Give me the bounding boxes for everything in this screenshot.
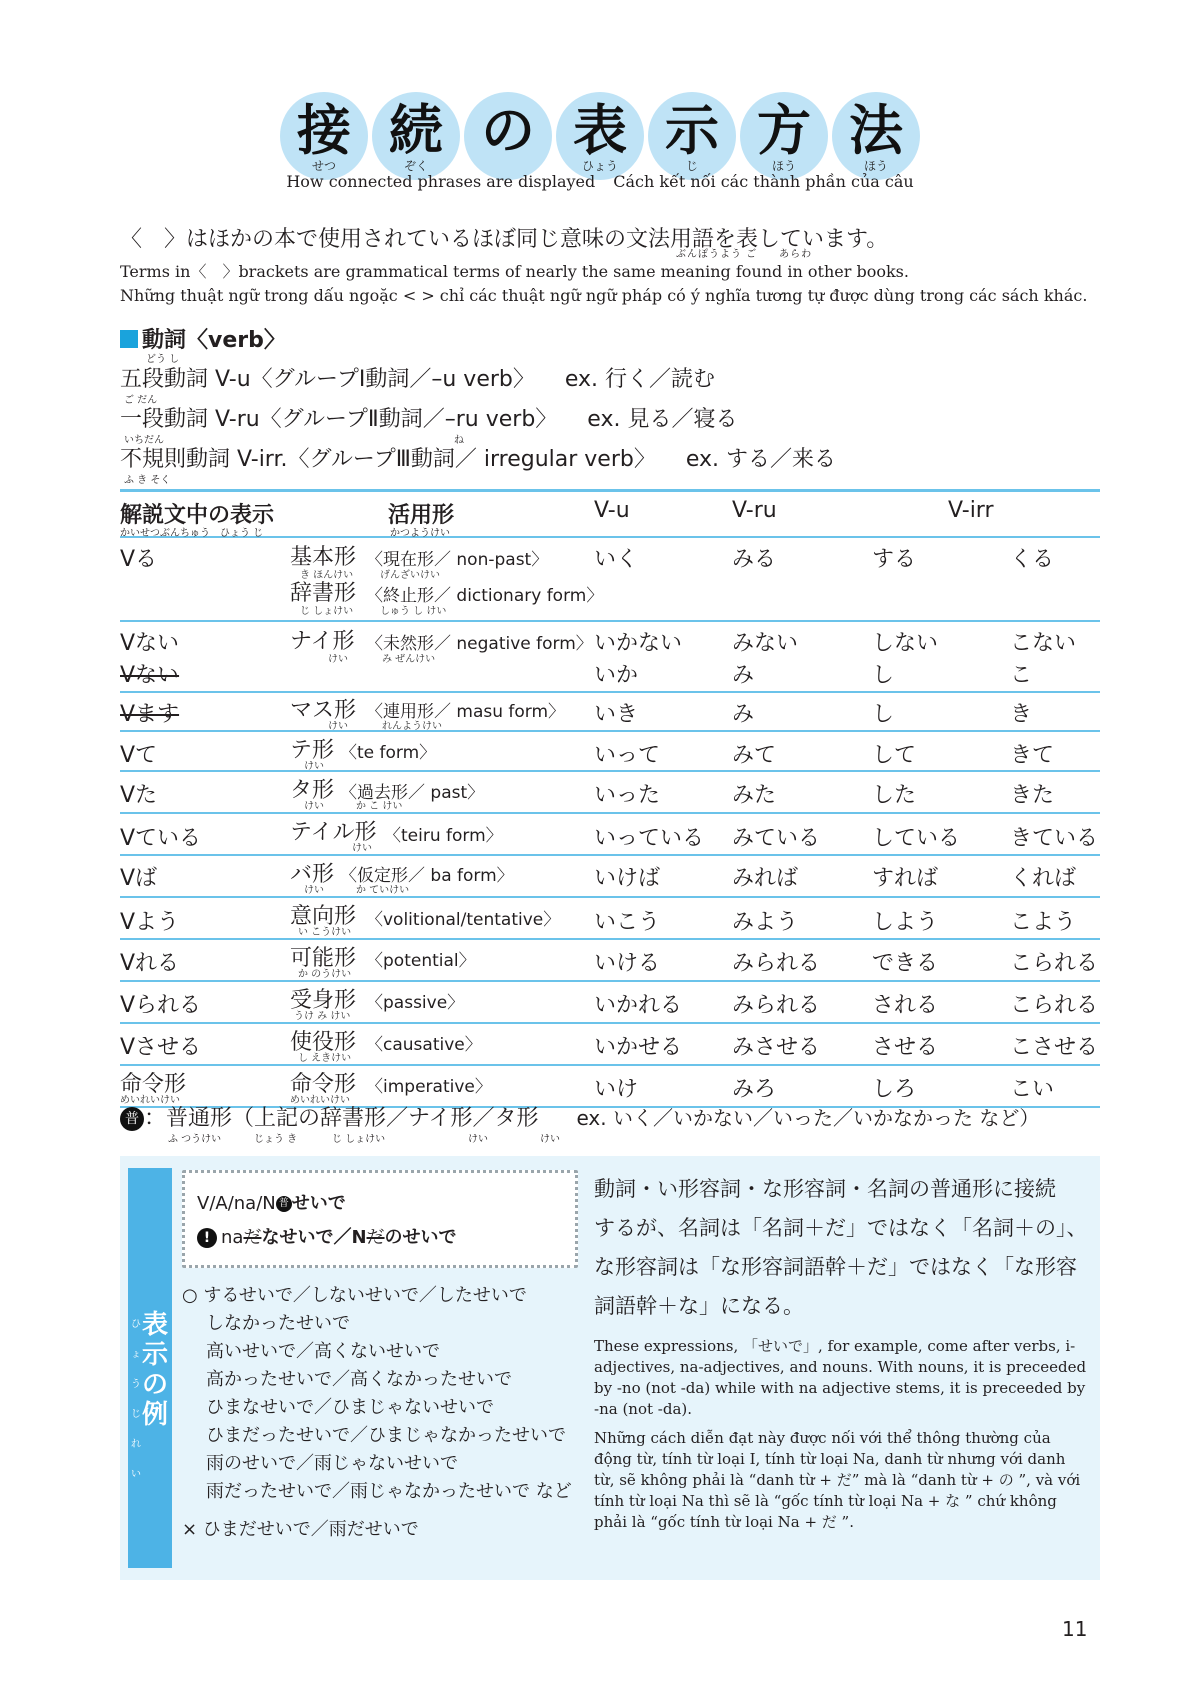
form-name: 基本形 <box>290 545 357 570</box>
table-row <box>120 772 1100 814</box>
row-label: Vれる <box>120 951 180 976</box>
side-label-text <box>142 1310 168 1430</box>
vru-value: みよう <box>732 910 799 935</box>
futsu-badge-icon: 普 <box>120 1107 144 1131</box>
suru-value: すれば <box>872 866 939 891</box>
table-row <box>120 940 1100 982</box>
note-ruby: か こ けい <box>356 801 403 812</box>
row-label-ruby: めいれいけい <box>120 1095 180 1106</box>
vru-value: みて <box>732 743 777 768</box>
verb-group-ruby: ご だん <box>124 395 158 406</box>
row-label: 命令形 <box>120 1072 187 1097</box>
example-box <box>120 1156 1100 1580</box>
vu-value: いけ <box>594 1077 639 1102</box>
kuru-value: き <box>1010 702 1033 727</box>
vu-value: いかれる <box>594 993 683 1018</box>
table-row <box>120 693 1100 732</box>
vu-value: いっている <box>594 826 705 851</box>
suru-value: される <box>872 993 939 1018</box>
note-ruby: み ぜんけい <box>382 654 436 665</box>
form-ruby: き ほんけい <box>300 570 354 581</box>
verb-group-ruby: ふ き そく <box>124 475 171 486</box>
vru-stem: み <box>732 663 755 688</box>
square-bullet-icon <box>120 330 138 348</box>
example-item: 高かったせいで／高くなかったせいで <box>206 1369 512 1390</box>
table-row <box>120 732 1100 772</box>
table-row <box>120 622 1100 693</box>
vru-value: みている <box>732 826 821 851</box>
explanation-en: These expressions, 「せいで」, for example, come after verbs, i-adjectives, na-adjectives, and nouns. With nouns, it is preceeded by -no (not -da) while with na adjective stems, it is preceeded by -na (not -da). <box>594 1337 1087 1418</box>
suru-value: しよう <box>872 910 939 935</box>
form-ruby: けい <box>304 761 324 772</box>
verb-group-text: 不規則動詞 V-irr.〈グループⅢ動詞／ irregular verb〉 <box>120 447 656 472</box>
title-reading: じ <box>685 159 698 173</box>
title-bubble <box>556 92 644 180</box>
footnote-text: ：普通形（上記の辞書形／ナイ形／タ形 <box>144 1106 539 1131</box>
form-name: 意向形 <box>290 904 357 929</box>
title-reading: ほう <box>771 159 796 173</box>
title-char: 示 <box>665 99 719 162</box>
title-reading: せつ <box>311 159 336 173</box>
footnote-ruby: ふ つうけい <box>168 1134 222 1145</box>
verb-group-line <box>120 362 716 406</box>
side-ruby-char: じ <box>131 1409 141 1420</box>
example-item: ひまだったせいで／ひまじゃなかったせいで <box>206 1425 566 1446</box>
explanation <box>594 1170 1088 1533</box>
header-form: 活用形 <box>388 503 455 528</box>
title-bubble <box>280 92 368 180</box>
kuru-value: きている <box>1010 826 1099 851</box>
vu-value: いって <box>594 743 661 768</box>
title-bubble <box>464 92 552 180</box>
note-ruby: げんざいけい <box>380 570 440 581</box>
explanation-jp <box>594 1170 1088 1326</box>
page-title <box>0 92 1200 180</box>
form-ruby: し えきけい <box>298 1053 352 1064</box>
caution-text: なせいで／N <box>261 1227 367 1248</box>
vu-value: いけば <box>594 866 661 891</box>
suru-value: し <box>872 702 895 727</box>
vu-value: いった <box>594 783 661 808</box>
vru-value: み <box>732 702 755 727</box>
kuru-value: くる <box>1010 547 1055 572</box>
vru-value: みる <box>732 547 777 572</box>
explanation-jp-line: な形容詞は「な形容詞語幹＋だ」ではなく「な形容 <box>594 1255 1077 1279</box>
caution-text: na <box>221 1227 244 1248</box>
note-ruby: か ていけい <box>356 885 410 896</box>
header-vru: V-ru <box>732 498 777 523</box>
note-ruby: しゅう し けい <box>380 606 447 617</box>
side-label-char: の <box>142 1370 169 1400</box>
table-row <box>120 856 1100 898</box>
form-note: 〈causative〉 <box>366 1035 482 1055</box>
form-note: 〈te form〉 <box>340 743 437 763</box>
page-number: 11 <box>1062 1617 1088 1641</box>
footnote-example: ex. いく／いかない／いった／いかなかった など） <box>576 1106 1040 1130</box>
form-name: ナイ形 <box>290 629 355 654</box>
kuru-value: こない <box>1010 631 1077 656</box>
connection-pattern <box>197 1189 346 1215</box>
pattern-prefix: V/A/na/N <box>197 1193 276 1214</box>
header-virr: V-irr <box>948 498 994 523</box>
title-reading: ほう <box>863 159 888 173</box>
vru-value: みない <box>732 631 799 656</box>
caution-text: のせいで <box>384 1227 457 1248</box>
caution-pattern <box>197 1223 457 1249</box>
explanation-jp-line: するが、名詞は「名詞＋だ」ではなく「名詞＋の」、 <box>594 1216 1088 1240</box>
example-item: ○ するせいで／しないせいで／したせいで <box>182 1285 527 1306</box>
title-bubble <box>372 92 460 180</box>
kuru-value: こさせる <box>1010 1035 1099 1060</box>
form-ruby: か のうけい <box>298 969 352 980</box>
row-label-stem: Vない <box>120 663 180 688</box>
form-name: テ形 <box>290 738 335 763</box>
vru-value: みられる <box>732 951 821 976</box>
intro-jp: 〈 〉はほかの本で使用されているほぼ同じ意味の文法用語を表しています。 <box>120 227 889 252</box>
pattern-box <box>182 1170 578 1268</box>
kuru-value: こよう <box>1010 910 1077 935</box>
footnote-ruby: けい <box>540 1134 560 1145</box>
form-name: テイル形 <box>290 820 377 845</box>
row-label: Vさせる <box>120 1035 202 1060</box>
section-heading-text: 動詞〈verb〉 <box>142 328 286 353</box>
row-label: Vよう <box>120 910 180 935</box>
footnote-ruby: けい <box>468 1134 488 1145</box>
row-label: Vば <box>120 866 158 891</box>
vru-value: みさせる <box>732 1035 821 1060</box>
suru-value: して <box>872 743 917 768</box>
header-display: 解説文中の表示 <box>120 503 275 528</box>
row-label: Vます <box>120 702 180 727</box>
form-ruby: めいれいけい <box>290 1095 350 1106</box>
form-ruby: けい <box>304 801 324 812</box>
suru-value: させる <box>872 1035 939 1060</box>
vu-value: いかない <box>594 631 683 656</box>
suru-value: する <box>872 547 917 572</box>
suru-value: した <box>872 783 917 808</box>
pattern-suffix: せいで <box>291 1193 346 1214</box>
vu-stem: いか <box>594 663 639 688</box>
title-bubble <box>648 92 736 180</box>
vru-value: みられる <box>732 993 821 1018</box>
form-ruby: じ しょけい <box>300 606 354 617</box>
explanation-jp-line: 詞語幹＋な」になる。 <box>594 1294 804 1318</box>
table-row <box>120 982 1100 1024</box>
form-note: 〈passive〉 <box>366 993 465 1013</box>
struck-da: だ <box>366 1227 385 1248</box>
form-note: 〈過去形／ past〉 <box>340 783 485 803</box>
vu-value: いかせる <box>594 1035 683 1060</box>
kuru-stem: こ <box>1010 663 1033 688</box>
vru-value: みろ <box>732 1077 777 1102</box>
form-note: 〈volitional/tentative〉 <box>366 910 561 930</box>
kuru-value: きて <box>1010 743 1055 768</box>
intro-en: Terms in〈 〉brackets are grammatical terms of nearly the same meaning found in other books. <box>120 262 909 281</box>
title-char: 続 <box>389 99 443 162</box>
verb-group-example: ex. 行く／読む <box>564 367 716 392</box>
struck-da: だ <box>243 1227 262 1248</box>
intro-vi: Những thuật ngữ trong dấu ngoặc < > chỉ các thuật ngữ ngữ pháp có ý nghĩa tương tự được dùng trong các sách khác. <box>120 286 1088 305</box>
title-char: 接 <box>297 99 351 162</box>
example-item: 雨のせいで／雨じゃないせいで <box>206 1453 458 1474</box>
vu-value: いき <box>594 702 639 727</box>
title-reading: ひょう <box>581 159 618 173</box>
form-name: 辞書形 <box>290 581 357 606</box>
form-note: 〈未然形／ negative form〉 <box>366 634 593 654</box>
subtitle <box>0 172 1200 191</box>
form-note: 〈現在形／ non-past〉 <box>366 550 549 570</box>
title-bubble <box>832 92 920 180</box>
form-name: 受身形 <box>290 988 357 1013</box>
footnote-ruby: じょう き <box>254 1134 298 1145</box>
verb-group-example: ex. する／来る <box>685 447 837 472</box>
side-label-ruby <box>130 1310 142 1490</box>
example-list <box>182 1282 572 1544</box>
side-ruby-char: れい <box>131 1439 141 1480</box>
form-name: バ形 <box>290 862 335 887</box>
vu-value: いこう <box>594 910 661 935</box>
row-label: Vている <box>120 826 202 851</box>
section-ruby: どう し <box>146 354 180 365</box>
kuru-value: こい <box>1010 1077 1055 1102</box>
form-name: タ形 <box>290 778 335 803</box>
example-item: ひまなせいで／ひまじゃないせいで <box>206 1397 494 1418</box>
title-char: の <box>481 99 535 162</box>
example-side-label <box>128 1168 172 1568</box>
warning-icon: ! <box>197 1228 217 1248</box>
side-ruby-char: ひょう <box>131 1319 141 1390</box>
header-vu: V-u <box>594 498 630 523</box>
table-row <box>120 898 1100 940</box>
explanation-vi: Những cách diễn đạt này được nối với thể thông thường của động từ, tính từ loại I, tính từ loại Na, danh từ nhưng với danh từ, sẽ không phải là “danh từ + だ” mà là “danh từ + の ”, và với tính từ loại Na thì sẽ là “gốc tính từ loại Na + な ” chứ không phải là “gốc tính từ loại Na + だ ”. <box>594 1429 1081 1531</box>
title-bubble <box>740 92 828 180</box>
suru-value: できる <box>872 951 939 976</box>
explanation-jp-line: 動詞・い形容詞・な形容詞・名詞の普通形に接続 <box>594 1177 1056 1201</box>
kuru-value: くれば <box>1010 866 1077 891</box>
form-note: 〈teiru form〉 <box>384 826 503 846</box>
form-name: 命令形 <box>290 1072 357 1097</box>
form-note: 〈potential〉 <box>366 951 476 971</box>
title-char: 法 <box>849 99 903 162</box>
subtitle-en: How connected phrases are displayed <box>286 172 596 191</box>
title-char: 表 <box>573 99 627 162</box>
vu-value: いく <box>594 547 639 572</box>
conjugation-table <box>120 489 1100 1108</box>
row-label: Vない <box>120 631 180 656</box>
vu-value: いける <box>594 951 661 976</box>
form-name: 使役形 <box>290 1030 357 1055</box>
row-label: Vた <box>120 783 158 808</box>
example-item: 雨だったせいで／雨じゃなかったせいで など <box>206 1481 572 1502</box>
form-ruby: けい <box>328 654 348 665</box>
suru-stem: し <box>872 663 895 688</box>
vru-value: みた <box>732 783 777 808</box>
example-item: 高いせいで／高くないせいで <box>206 1341 440 1362</box>
title-reading: ぞく <box>403 159 428 173</box>
kuru-value: こられる <box>1010 993 1099 1018</box>
table-row <box>120 814 1100 856</box>
section-heading <box>120 323 286 354</box>
example-item: しなかったせいで <box>206 1313 350 1334</box>
form-note: 〈仮定形／ ba form〉 <box>340 866 514 886</box>
form-note: 〈imperative〉 <box>366 1077 492 1097</box>
verb-group-text: 五段動詞 V-u〈グループⅠ動詞／–u verb〉 <box>120 367 535 392</box>
side-label-char: 示 <box>142 1340 169 1370</box>
wrong-example: × ひまだせいで／雨だせいで <box>182 1519 419 1540</box>
kuru-value: こられる <box>1010 951 1099 976</box>
form-ruby: うけ み けい <box>294 1011 351 1022</box>
footnote-ruby: じ しょけい <box>332 1134 386 1145</box>
form-ruby: けい <box>352 843 372 854</box>
suru-value: しない <box>872 631 939 656</box>
table-row <box>120 1024 1100 1066</box>
suru-value: しろ <box>872 1077 917 1102</box>
note-ruby: れんようけい <box>382 721 442 732</box>
row-label: Vる <box>120 547 158 572</box>
form-name: 可能形 <box>290 946 357 971</box>
kuru-value: きた <box>1010 783 1055 808</box>
form-note: 〈連用形／ masu form〉 <box>366 702 566 722</box>
side-label-char: 例 <box>142 1400 169 1430</box>
verb-group-line <box>120 402 738 446</box>
row-label: Vられる <box>120 993 202 1018</box>
form-ruby: けい <box>304 885 324 896</box>
verb-group-text: 一段動詞 V-ru〈グループⅡ動詞／–ru verb〉 <box>120 407 558 432</box>
row-label: Vて <box>120 743 158 768</box>
header-ruby: かつようけい <box>390 528 450 539</box>
verb-group-line <box>120 442 837 486</box>
form-ruby: けい <box>328 721 348 732</box>
side-label-char: 表 <box>142 1310 169 1340</box>
form-note: 〈終止形／ dictionary form〉 <box>366 586 604 606</box>
intro-ruby: ぶんぽうよう ご あらわ <box>676 249 813 260</box>
verb-group-ruby: いちだん ね <box>124 435 464 446</box>
verb-group-example: ex. 見る／寝る <box>587 407 738 432</box>
form-ruby: い こうけい <box>298 927 352 938</box>
subtitle-vi: Cách kết nối các thành phần của câu <box>613 172 914 191</box>
header-ruby: かいせつぶんちゅう ひょう じ <box>120 528 264 539</box>
suru-value: している <box>872 826 961 851</box>
vru-value: みれば <box>732 866 799 891</box>
table-header <box>120 492 1100 538</box>
title-char: 方 <box>757 99 811 162</box>
form-name: マス形 <box>290 698 357 723</box>
table-row <box>120 538 1100 622</box>
futsukei-footnote <box>120 1101 1039 1132</box>
futsu-badge-icon: 普 <box>276 1196 292 1212</box>
